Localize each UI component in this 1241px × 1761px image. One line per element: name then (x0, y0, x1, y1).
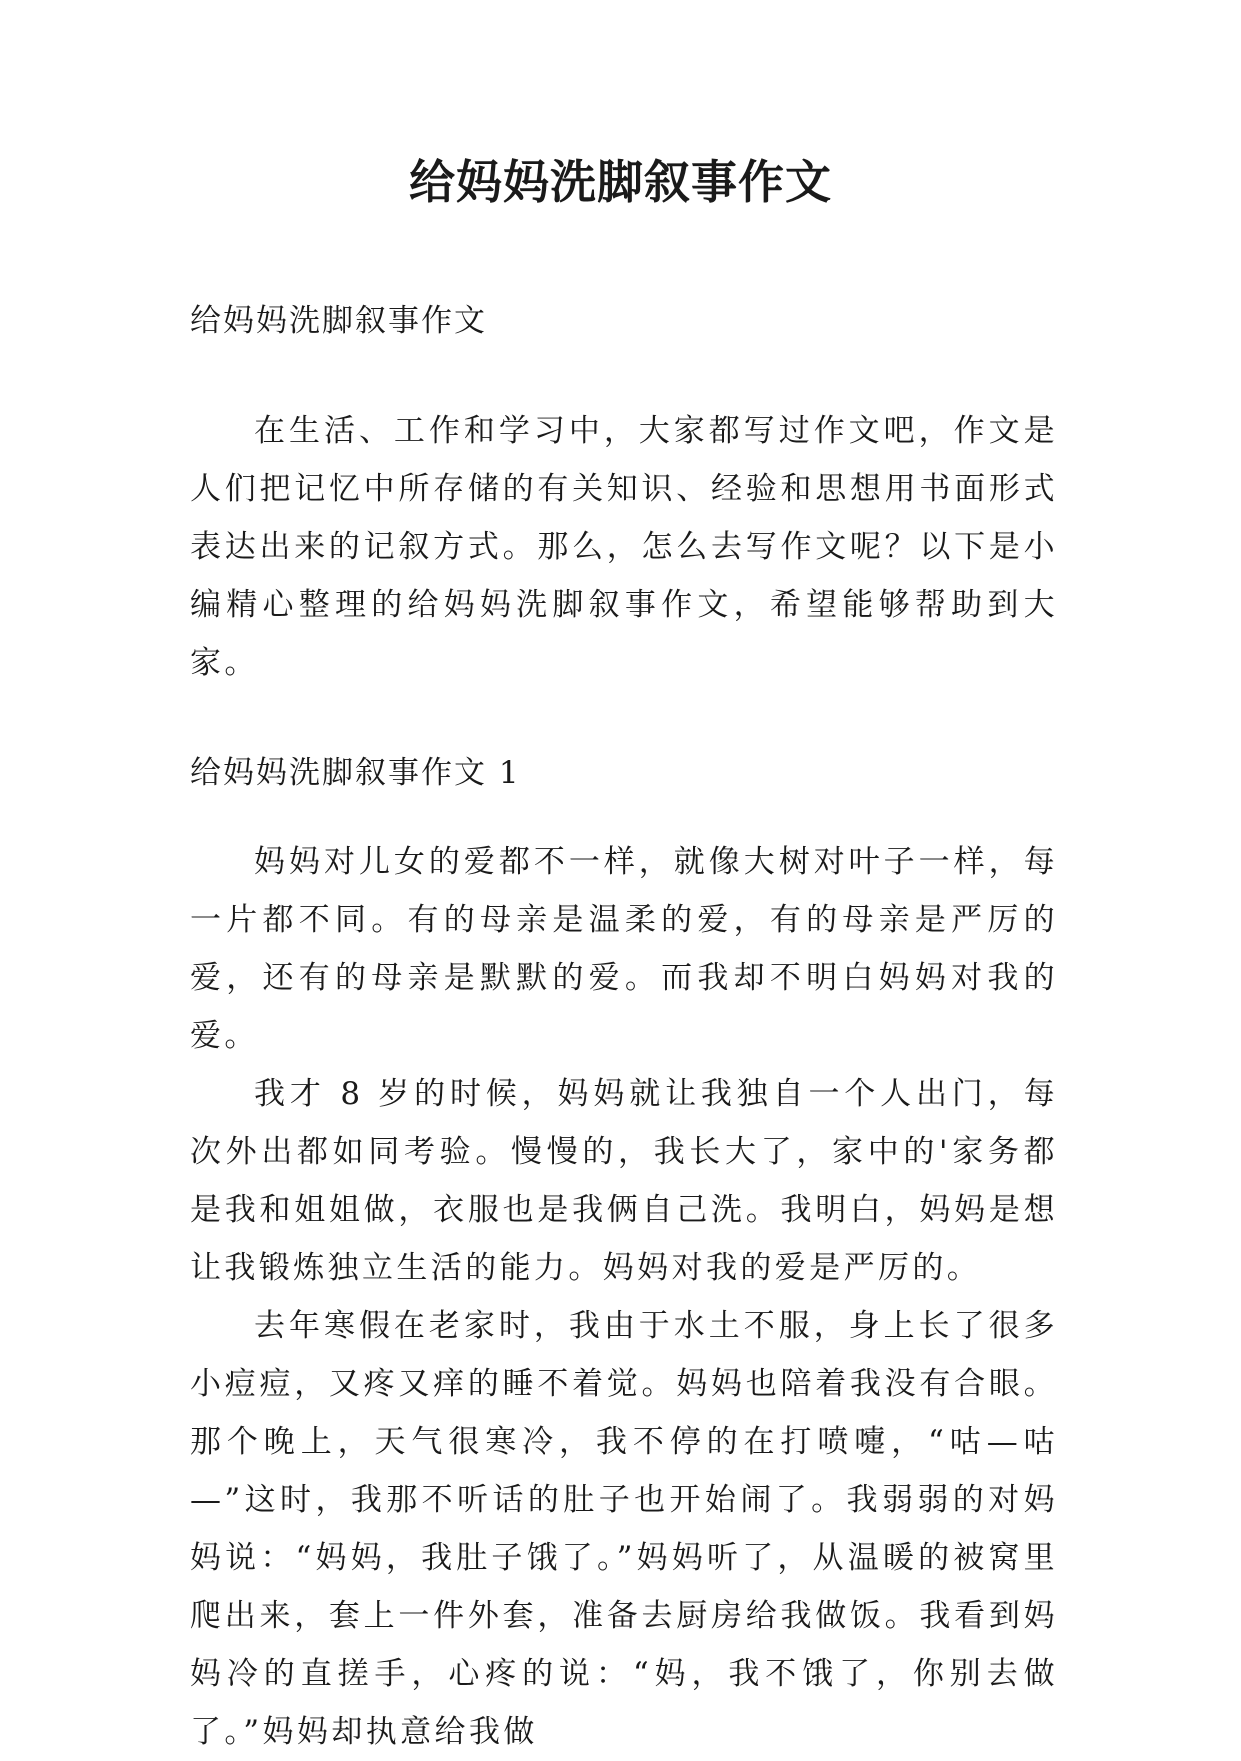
document-subtitle: 给妈妈洗脚叙事作文 (190, 303, 487, 339)
body-paragraph-1: 妈妈对儿女的爱都不一样，就像大树对叶子一样，每一片都不同。有的母亲是温柔的爱，有的母亲是严厉的爱，还有的母亲是默默的爱。而我却不明白妈妈对我的爱。 (190, 844, 1058, 1054)
body-paragraph-3: 去年寒假在老家时，我由于水土不服，身上长了很多小痘痘，又疼又痒的睡不着觉。妈妈也陪着我没有合眼。那个晚上，天气很寒冷，我不停的在打喷嚏，“咕—咕—”这时，我那不听话的肚子也开始闹了。我弱弱的对妈妈说：“妈妈，我肚子饿了。”妈妈听了，从温暖的被窝里爬出来，套上一件外套，准备去厨房给我做饭。我看到妈妈冷的直搓手，心疼的说：“妈，我不饿了，你别去做了。”妈妈却执意给我做 (190, 1308, 1058, 1750)
document-title: 给妈妈洗脚叙事作文 (409, 155, 832, 209)
document-body (190, 292, 1058, 1761)
intro-paragraph: 在生活、工作和学习中，大家都写过作文吧，作文是人们把记忆中所存储的有关知识、经验和思想用书面形式表达出来的记叙方式。那么，怎么去写作文呢？以下是小编精心整理的给妈妈洗脚叙事作文，希望能够帮助到大家。 (190, 413, 1058, 681)
section-heading: 给妈妈洗脚叙事作文 1 (190, 755, 521, 791)
body-paragraph-2: 我才 8 岁的时候，妈妈就让我独自一个人出门，每次外出都如同考验。慢慢的，我长大了，家中的'家务都是我和姐姐做，衣服也是我俩自己洗。我明白，妈妈是想让我锻炼独立生活的能力。妈妈对我的爱是严厉的。 (190, 1076, 1058, 1286)
